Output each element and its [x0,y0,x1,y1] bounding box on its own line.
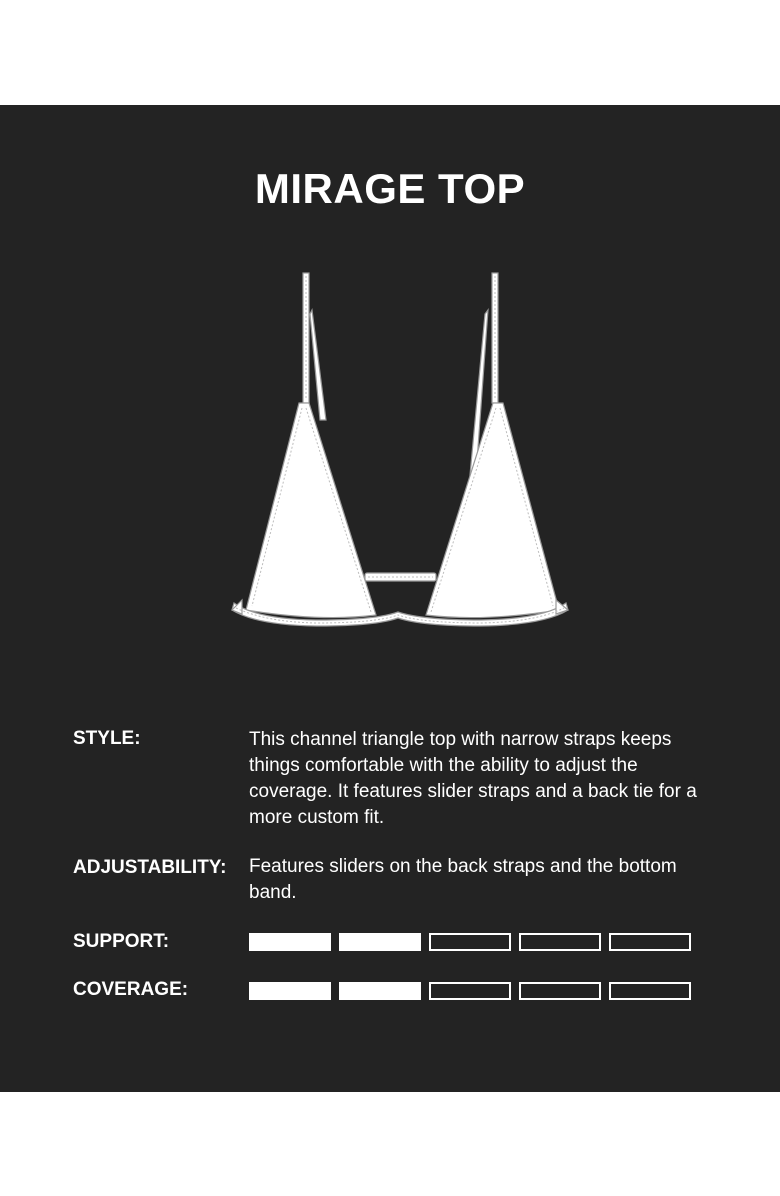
product-title: MIRAGE TOP [254,165,526,212]
coverage-segment-1 [249,982,331,1000]
support-rating-meter [249,933,694,951]
adjustability-label: ADJUSTABILITY: [73,857,227,878]
support-label: SUPPORT: [73,931,170,952]
style-description: This channel triangle top with narrow straps keeps things comfortable with the ability to adjust the coverage. It features slider straps and a back tie for a more custom fit. [249,729,697,828]
support-segment-3 [429,933,511,951]
support-segment-5 [609,933,691,951]
style-label: STYLE: [73,728,141,749]
support-segment-1 [249,933,331,951]
adjustability-description: Features sliders on the back straps and the bottom band. [249,856,677,903]
right-cup [426,403,559,618]
coverage-segment-2 [339,982,421,1000]
coverage-segment-3 [429,982,511,1000]
coverage-label: COVERAGE: [73,979,189,1000]
product-info-panel [0,105,780,1092]
left-cup [246,403,376,618]
triangle-bikini-top-illustration [226,270,572,635]
left-back-strap [310,310,326,420]
coverage-segment-4 [519,982,601,1000]
support-segment-2 [339,933,421,951]
coverage-segment-5 [609,982,691,1000]
coverage-rating-meter [249,982,694,1000]
support-segment-4 [519,933,601,951]
